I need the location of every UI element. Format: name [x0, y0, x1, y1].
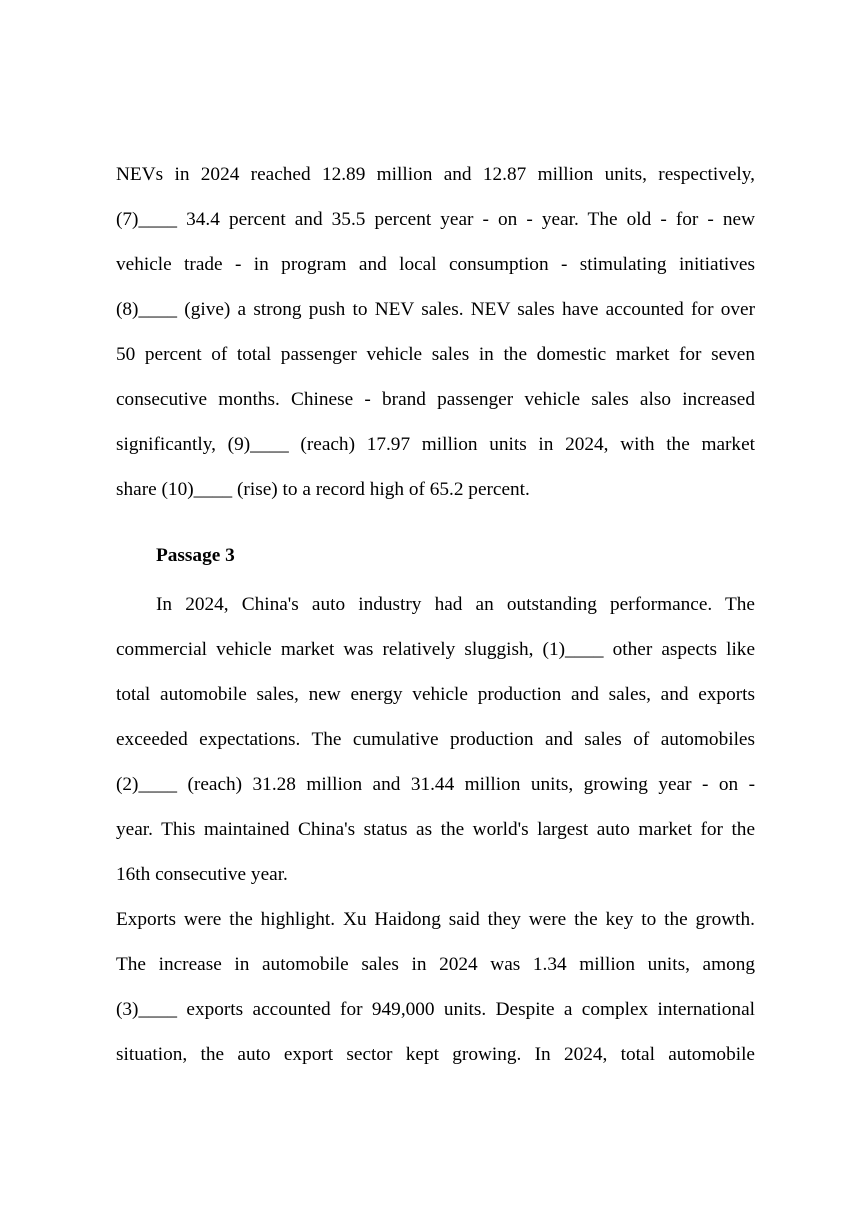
passage3-p1-line-6: year. This maintained China's status as the world's largest auto market for the [116, 819, 755, 840]
passage2-line-4: (8)____ (give) a strong push to NEV sales. NEV sales have accounted for over [116, 299, 755, 320]
passage2-line-7: significantly, (9)____ (reach) 17.97 million units in 2024, with the market [116, 434, 755, 455]
passage3-p2-line-4: situation, the auto export sector kept growing. In 2024, total automobile [116, 1044, 755, 1065]
passage2-line-1: NEVs in 2024 reached 12.89 million and 12.87 million units, respectively, [116, 164, 755, 185]
passage2-line-5: 50 percent of total passenger vehicle sales in the domestic market for seven [116, 344, 755, 365]
passage3-p1-line-3: total automobile sales, new energy vehicle production and sales, and exports [116, 684, 755, 705]
passage2-line-2: (7)____ 34.4 percent and 35.5 percent year - on - year. The old - for - new [116, 209, 755, 230]
passage2-line-6: consecutive months. Chinese - brand passenger vehicle sales also increased [116, 389, 755, 410]
passage2-line-8: share (10)____ (rise) to a record high of 65.2 percent. [116, 479, 530, 500]
passage3-p2-line-3: (3)____ exports accounted for 949,000 units. Despite a complex international [116, 999, 755, 1020]
passage3-p1-line-2: commercial vehicle market was relatively sluggish, (1)____ other aspects like [116, 639, 755, 660]
passage3-p1-line-7: 16th consecutive year. [116, 864, 288, 885]
passage3-p1-line-5: (2)____ (reach) 31.28 million and 31.44 million units, growing year - on - [116, 774, 755, 795]
passage3-p2-line-2: The increase in automobile sales in 2024 was 1.34 million units, among [116, 954, 755, 975]
passage2-line-3: vehicle trade - in program and local consumption - stimulating initiatives [116, 254, 755, 275]
passage3-p1-line-1: In 2024, China's auto industry had an outstanding performance. The [156, 594, 755, 615]
passage3-heading: Passage 3 [156, 545, 235, 566]
passage3-p1-line-4: exceeded expectations. The cumulative production and sales of automobiles [116, 729, 755, 750]
passage3-p2-line-1: Exports were the highlight. Xu Haidong said they were the key to the growth. [116, 909, 755, 930]
